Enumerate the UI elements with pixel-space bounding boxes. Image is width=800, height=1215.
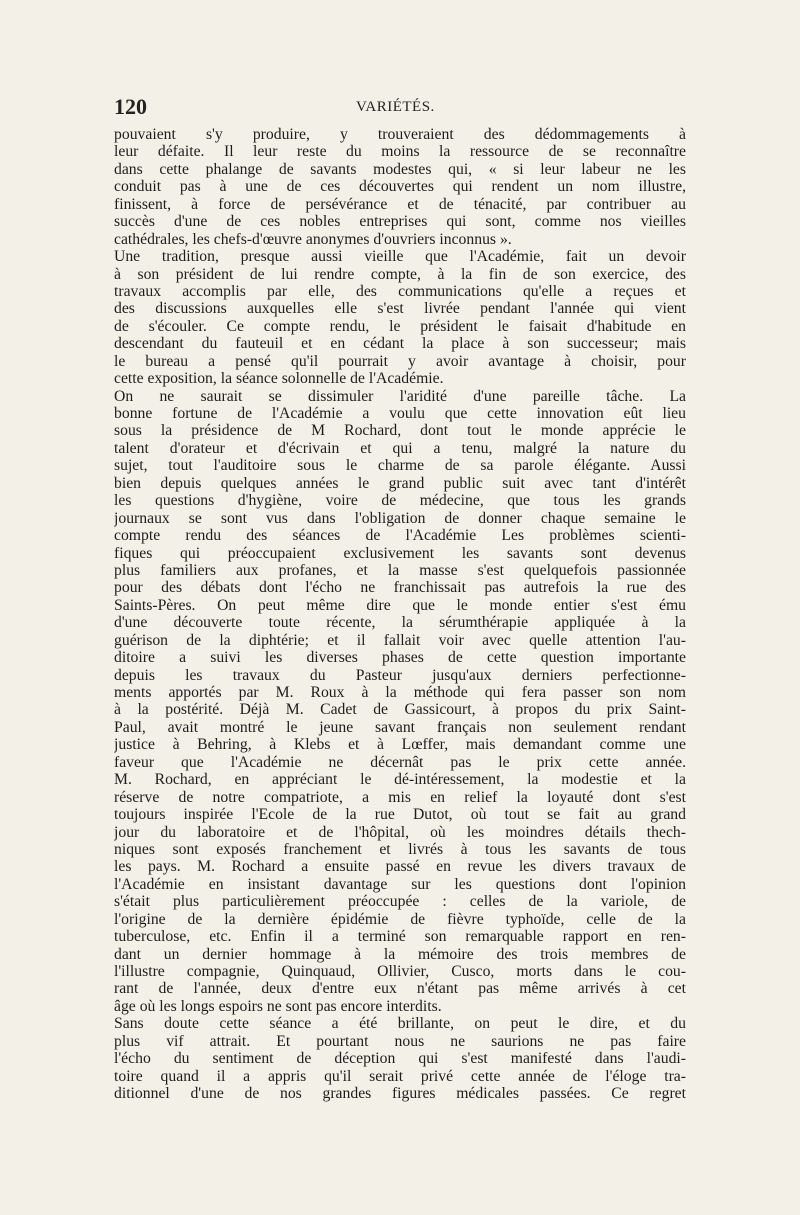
text-line: plus vif attrait. Et pourtant nous ne saurions ne pas faire <box>114 1032 686 1050</box>
text-line: finissent, à force de persévérance et de ténacité, par contribuer au <box>114 195 686 213</box>
text-line: pour des débats dont l'écho ne franchissait pas autrefois la rue des <box>114 579 686 597</box>
text-line: bien depuis quelques années le grand public suit avec tant d'intérêt <box>114 474 686 492</box>
text-line: Sans doute cette séance a été brillante, on peut le dire, et du <box>114 1015 686 1033</box>
text-line: journaux se sont vus dans l'obligation de donner chaque semaine le <box>114 509 686 527</box>
text-line: jour du laboratoire et de l'hôpital, où les moindres détails thech- <box>114 823 686 841</box>
paragraph <box>114 1015 686 1102</box>
text-line: descendant du fauteuil et en cédant la place à son successeur; mais <box>114 335 686 353</box>
text-line: l'Académie en insistant davantage sur les questions dont l'opinion <box>114 875 686 893</box>
text-line: bonne fortune de l'Académie a voulu que cette innovation eût lieu <box>114 405 686 422</box>
text-line: ditionnel d'une de nos grandes figures médicales passées. Ce regret <box>114 1085 686 1103</box>
text-line: des discussions auxquelles elle s'est livrée pendant l'année qui vient <box>114 300 686 318</box>
text-line: toujours inspirée l'Ecole de la rue Dutot, où tout se fait au grand <box>114 806 686 824</box>
text-line: tuberculose, etc. Enfin il a terminé son remarquable rapport en ren- <box>114 928 686 946</box>
text-line: cathédrales, les chefs-d'œuvre anonymes d'ouvriers inconnus ». <box>114 230 512 248</box>
text-line: âge où les longs espoirs ne sont pas encore interdits. <box>114 997 442 1015</box>
text-line: plus familiers aux profanes, et la masse s'est quelquefois passionnée <box>114 561 686 579</box>
text-line: de s'écouler. Ce compte rendu, le président le faisait d'habitude en <box>114 317 686 335</box>
text-line: succès d'une de ces nobles entreprises qui sont, comme nos vieilles <box>114 213 686 231</box>
text-line: pouvaient s'y produire, y trouveraient des dédommagements à <box>114 126 686 143</box>
text-line: à la postérité. Déjà M. Cadet de Gassicourt, à propos du prix Saint- <box>114 701 686 719</box>
running-head <box>114 94 686 122</box>
text-line: ditoire a suivi les diverses phases de cette question importante <box>114 649 686 667</box>
text-line: Paul, avait montré le jeune savant français non seulement rendant <box>114 718 686 736</box>
text-line: niques sont exposés franchement et livrés à tous les savants de tous <box>114 840 686 858</box>
text-line: justice à Behring, à Klebs et à Lœffer, mais demandant comme une <box>114 736 686 754</box>
text-line: ments apportés par M. Roux à la méthode qui fera passer son nom <box>114 684 686 701</box>
text-line: les questions d'hygiène, voire de médecine, que tous les grands <box>114 492 686 510</box>
text-line: sujet, tout l'auditoire sous le charme de sa parole élégante. Aussi <box>114 457 686 475</box>
text-line: compte rendu des séances de l'Académie Les problèmes scienti- <box>114 527 686 545</box>
text-line: On ne saurait se dissimuler l'aridité d'une pareille tâche. La <box>114 387 686 405</box>
page-number: 120 <box>114 94 147 119</box>
text-line: Saints-Pères. On peut même dire que le monde entier s'est ému <box>114 596 686 614</box>
text-line: les pays. M. Rochard a ensuite passé en revue les divers travaux de <box>114 858 686 876</box>
text-line: sous la présidence de M Rochard, dont tout le monde apprécie le <box>114 422 686 440</box>
text-line: leur défaite. Il leur reste du moins la ressource de se reconnaître <box>114 143 686 161</box>
paragraph <box>114 126 686 248</box>
text-line: M. Rochard, en appréciant le dé-intéressement, la modestie et la <box>114 771 686 789</box>
text-line: talent d'orateur et d'écrivain et qui a tenu, malgré la nature du <box>114 439 686 457</box>
text-line: l'illustre compagnie, Quinquaud, Ollivier, Cusco, morts dans le cou- <box>114 963 686 980</box>
text-line: l'origine de la dernière épidémie de fièvre typhoïde, celle de la <box>114 910 686 928</box>
text-line: le bureau a pensé qu'il pourrait y avoir avantage à choisir, pour <box>114 352 686 370</box>
text-line: cette exposition, la séance solonnelle de l'Académie. <box>114 370 444 388</box>
text-line: dant un dernier hommage à la mémoire des trois membres de <box>114 945 686 963</box>
text-line: s'était plus particulièrement préoccupée : celles de la variole, de <box>114 893 686 911</box>
text-line: travaux accomplis par elle, des communications qu'elle a reçues et <box>114 282 686 300</box>
text-line: conduit pas à une de ces découvertes qui rendent un nom illustre, <box>114 178 686 196</box>
text-line: réserve de notre compatriote, a mis en relief la loyauté dont s'est <box>114 788 686 806</box>
text-line: Une tradition, presque aussi vieille que l'Académie, fait un devoir <box>114 248 686 266</box>
paragraph <box>114 248 686 388</box>
text-line: faveur que l'Académie ne décernât pas le prix cette année. <box>114 753 686 771</box>
body-text <box>114 126 686 1103</box>
text-line: d'une découverte toute récente, la sérumthérapie appliquée à la <box>114 614 686 632</box>
section-title: VARIÉTÉS. <box>356 99 435 115</box>
text-line: guérison de la diphtérie; et il fallait voir avec quelle attention l'au- <box>114 631 686 649</box>
text-line: toire quand il a appris qu'il serait privé cette année de l'éloge tra- <box>114 1067 686 1085</box>
text-line: fiques qui préoccupaient exclusivement les savants sont devenus <box>114 544 686 562</box>
text-line: rant de l'année, deux d'entre eux n'étant pas même arrivés à cet <box>114 980 686 998</box>
paragraph <box>114 388 686 1016</box>
text-line: l'écho du sentiment de déception qui s'est manifesté dans l'audi- <box>114 1050 686 1068</box>
text-line: dans cette phalange de savants modestes qui, « si leur labeur ne les <box>114 160 686 178</box>
text-line: depuis les travaux du Pasteur jusqu'aux derniers perfectionne- <box>114 666 686 684</box>
text-line: à son président de lui rendre compte, à la fin de son exercice, des <box>114 265 686 283</box>
